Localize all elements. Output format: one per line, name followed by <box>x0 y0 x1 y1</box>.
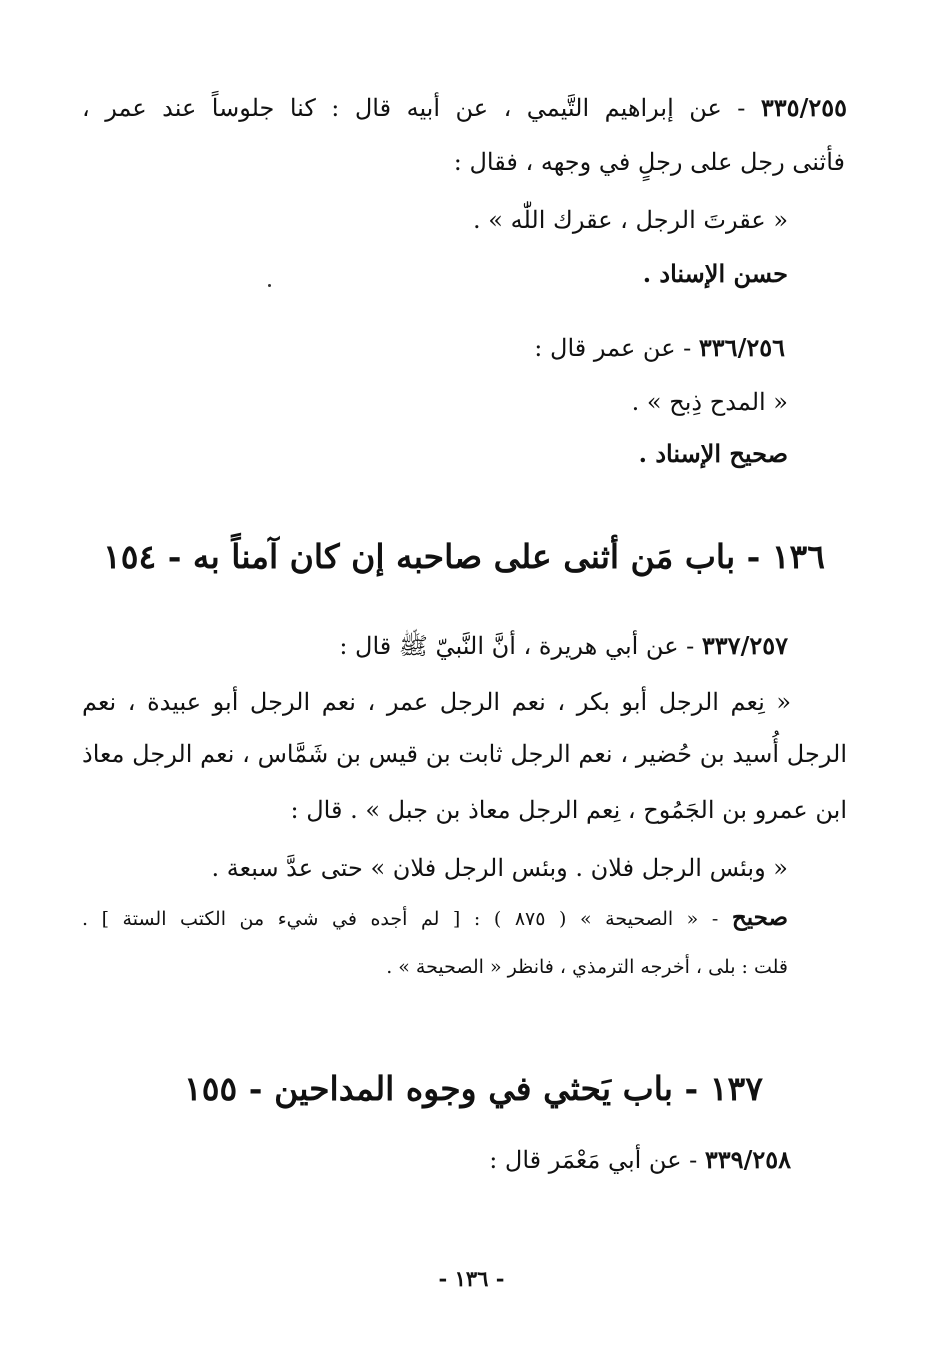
hadith-255-grade: حسن الإسناد . <box>642 259 788 288</box>
hadith-257-line-1 <box>339 631 788 660</box>
hadith-258-number: ٣٣٩/٢٥٨ <box>704 1145 791 1174</box>
hadith-255-intro: - عن إبراهيم التَّيمي ، عن أبيه قال : كنا جلوساً عند عمر ، <box>82 94 761 122</box>
hadith-257-intro: - عن أبي هريرة ، أنَّ النَّبيّ ﷺ قال : <box>339 632 702 660</box>
hadith-257-line-2: « نِعم الرجل أبو بكر ، نعم الرجل عمر ، نعم الرجل أبو عبيدة ، نعم <box>82 688 791 716</box>
chapter-137-heading: ١٣٧ - باب يَحثي في وجوه المداحين - ١٥٥ <box>184 1069 763 1108</box>
hadith-257-grade-line <box>82 906 788 929</box>
hadith-257-remark: قلت : بلى ، أخرجه الترمذي ، فانظر « الصحيحة » . <box>386 956 788 978</box>
hadith-255-line-2: فأثنى رجل على رجلٍ في وجهه ، فقال : <box>453 148 845 176</box>
ink-speck <box>268 284 271 287</box>
hadith-255-line-1 <box>82 93 847 122</box>
hadith-257-grade-note: - « الصحيحة » ( ٨٧٥ ) : [ لم أجده في شيء من الكتب الستة ] . <box>82 908 732 930</box>
hadith-256-quote: « المدح ذِبح » . <box>631 388 788 416</box>
hadith-258-intro: - عن أبي مَعْمَر قال : <box>489 1146 705 1174</box>
hadith-256-line-1 <box>534 333 785 362</box>
page-number: - ١٣٦ - <box>438 1266 505 1291</box>
chapter-136-heading: ١٣٦ - باب مَن أثنى على صاحبه إن كان آمناً به - ١٥٤ <box>103 537 825 576</box>
hadith-258-line-1 <box>489 1145 791 1174</box>
hadith-257-grade-label: صحيح <box>731 904 789 931</box>
hadith-255-number: ٣٣٥/٢٥٥ <box>760 93 847 122</box>
hadith-257-line-5: « وبئس الرجل فلان . وبئس الرجل فلان » حتى عدَّ سبعة . <box>211 854 788 882</box>
hadith-257-line-4: ابن عمرو بن الجَمُوح ، نِعم الرجل معاذ بن جبل » . قال : <box>290 796 847 824</box>
hadith-255-quote: « عقرتَ الرجل ، عقرك اللّٰه » . <box>473 206 788 234</box>
hadith-256-number: ٣٣٦/٢٥٦ <box>698 333 785 362</box>
hadith-257-number: ٣٣٧/٢٥٧ <box>701 631 788 660</box>
hadith-256-intro: - عن عمر قال : <box>534 334 699 362</box>
hadith-256-grade: صحيح الإسناد . <box>638 439 788 468</box>
hadith-257-line-3: الرجل أُسيد بن حُضير ، نعم الرجل ثابت بن قيس بن شَمَّاس ، نعم الرجل معاذ <box>82 740 847 768</box>
